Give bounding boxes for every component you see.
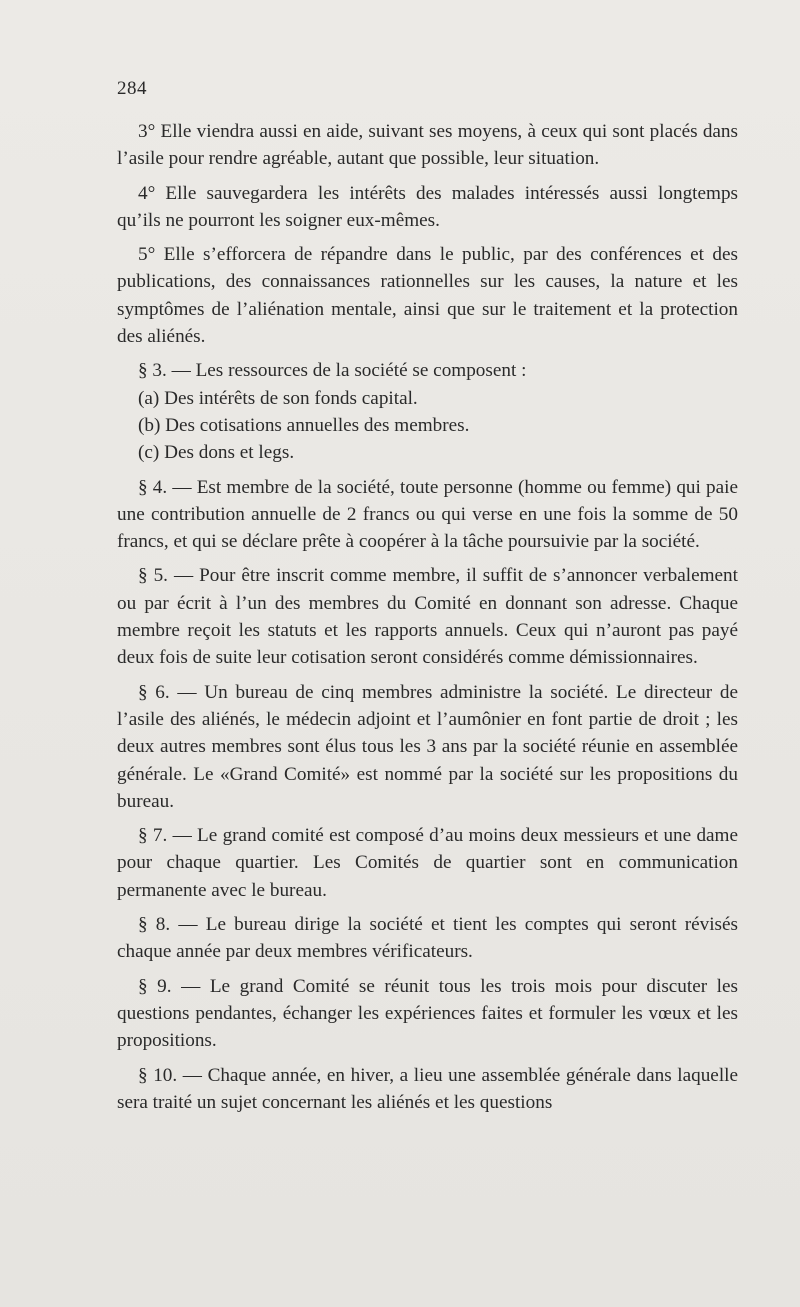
section-8: § 8. — Le bureau dirige la société et tient les comptes qui seront révisés chaque année par deux membres vérificateurs. [117,914,738,963]
section-3-heading: § 3. — Les ressources de la société se composent : [138,360,527,382]
paragraph-item-3: 3° Elle viendra aussi en aide, suivant ses moyens, à ceux qui sont placés dans l’asile pour rendre agréable, autant que possible, leur situation. [117,121,738,170]
paragraph-item-5: 5° Elle s’efforcera de répandre dans le public, par des conférences et des publications, des connaissances rationnelles sur les causes, la nature et les symptômes de l’aliénation mentale, ainsi que sur le traitement et la protection des aliénés. [117,244,738,348]
section-5: § 5. — Pour être inscrit comme membre, il suffit de s’annoncer verbalement ou par écrit à l’un des membres du Comité en donnant son adresse. Chaque membre reçoit les statuts et les rapports annuels. Ceux qui n’auront pas payé deux fois de suite leur cotisation seront considérés comme démissionnaires. [117,565,738,669]
paragraph-item-4: 4° Elle sauvegardera les intérêts des malades intéressés aussi longtemps qu’ils ne pourront les soigner eux-mêmes. [117,182,738,231]
section-4: § 4. — Est membre de la société, toute personne (homme ou femme) qui paie une contribution annuelle de 2 francs ou qui verse en une fois la somme de 50 francs, et qui se déclare prête à coopérer à la tâche poursuivie par la société. [117,476,738,553]
section-7: § 7. — Le grand comité est composé d’au moins deux messieurs et une dame pour chaque quartier. Les Comités de quartier sont en communication permanente avec le bureau. [117,825,738,901]
resource-a: (a) Des intérêts de son fonds capital. [138,387,418,409]
resource-b: (b) Des cotisations annuelles des membres. [138,414,470,436]
section-6: § 6. — Un bureau de cinq membres administre la société. Le directeur de l’asile des aliénés, le médecin adjoint et l’aumônier en font partie de droit ; les deux autres membres sont élus tous les 3 ans par la société réunie en assemblée générale. Le «Grand Comité» est nommé par la société sur les propositions du bureau. [117,681,738,812]
page-number: 284 [117,78,147,99]
section-9: § 9. — Le grand Comité se réunit tous les trois mois pour discuter les questions pendantes, échanger les expériences faites et formuler les vœux et les propositions. [117,975,738,1052]
body-text [117,118,738,1123]
section-10: § 10. — Chaque année, en hiver, a lieu une assemblée générale dans laquelle sera traité un sujet concernant les aliénés et les questions [117,1064,738,1113]
resource-c: (c) Des dons et legs. [138,442,295,464]
